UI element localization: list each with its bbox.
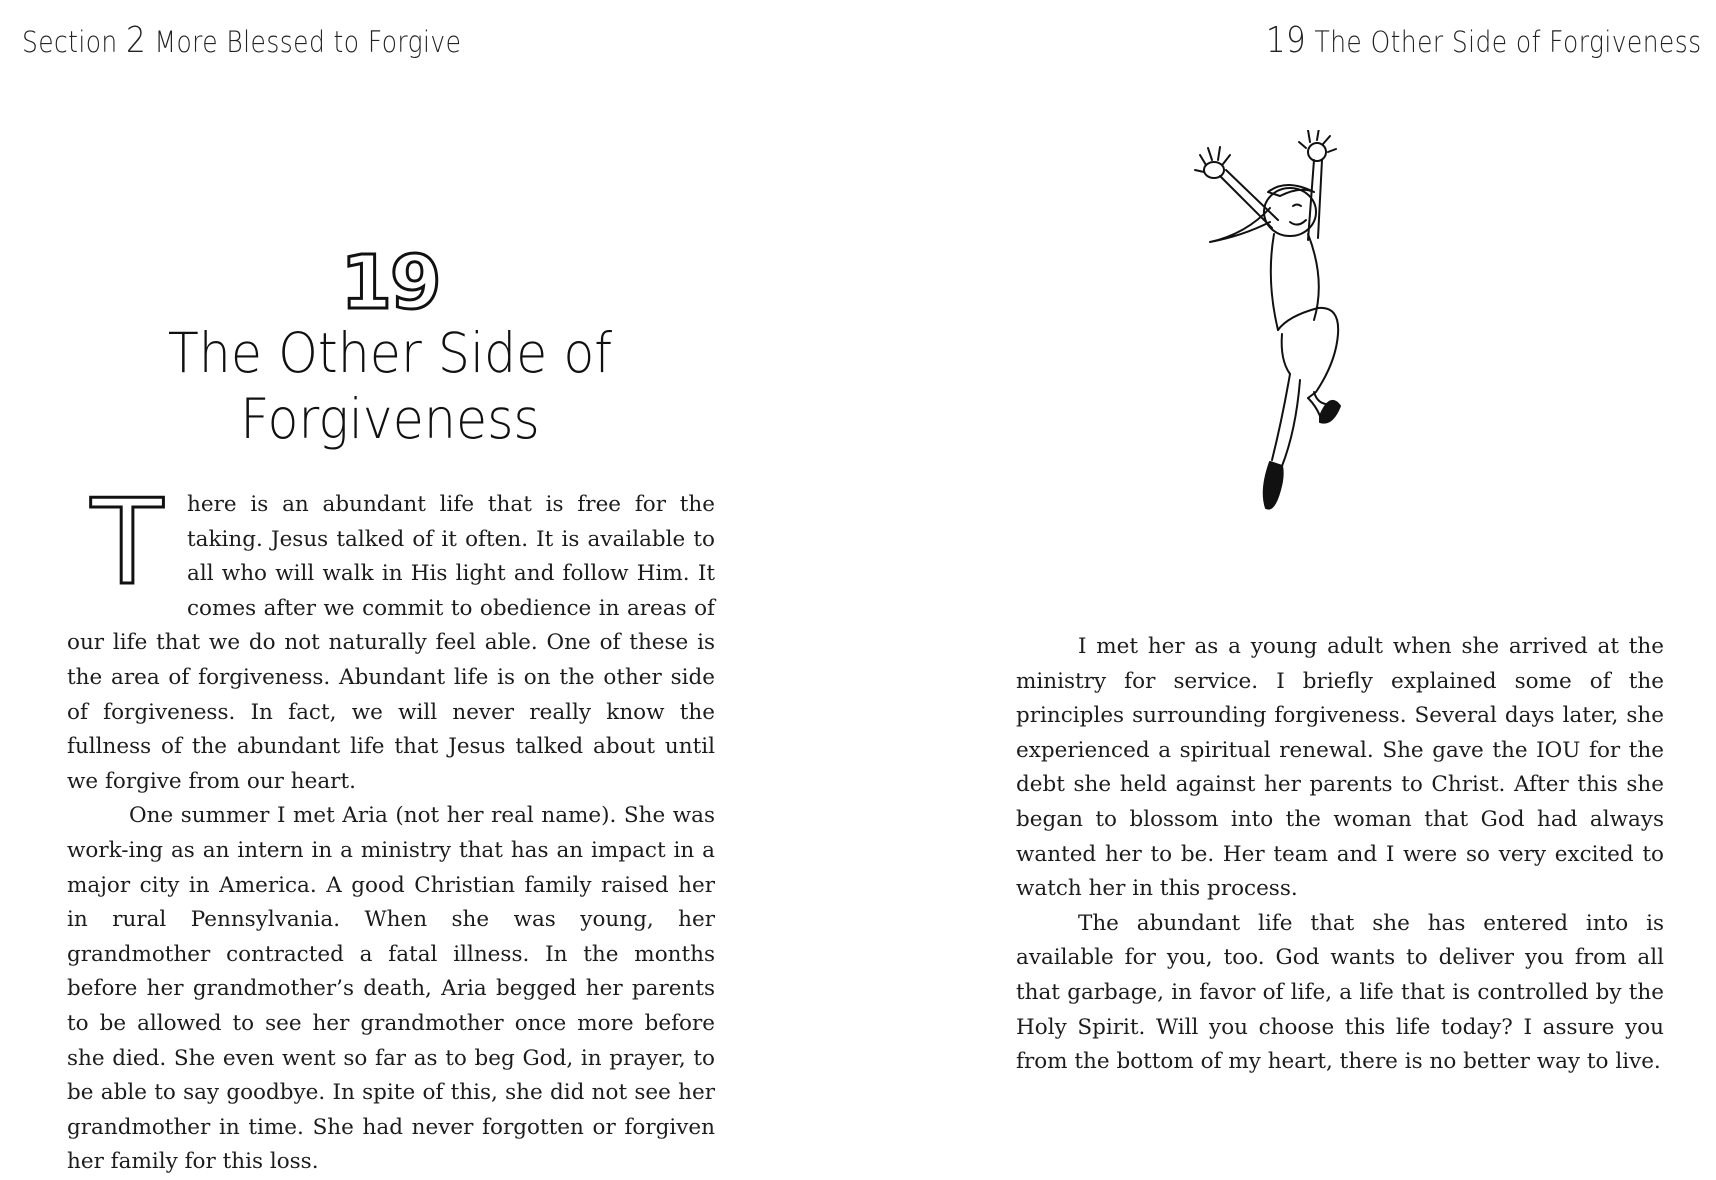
left-text-column	[67, 473, 715, 1180]
running-header-right	[1266, 20, 1702, 61]
section-number: 2	[126, 20, 147, 61]
right-text-column	[1016, 630, 1664, 1080]
left-paragraph-1-text: here is an abundant life that is free for the taking. Jesus talked of it often. It is available to all who will walk in His light and follow Him. It comes after we commit to obedience in areas of our life that we do not naturally feel able. One of these is the area of forgiveness. Abundant life is on the other side of forgiveness. In fact, we will never really know the fullness of the abundant life that Jesus talked about until we forgive from our heart.	[67, 492, 715, 794]
right-paragraph-2: The abundant life that she has entered into is available for you, too. God wants to deliver you from all that garbage, in favor of life, a life that is controlled by the Holy Spirit. Will you choose this life today? I assure you from the bottom of my heart, there is no better way to live.	[1016, 910, 1664, 1075]
left-paragraph-1	[67, 473, 715, 799]
chapter-title-line1: The Other Side of	[167, 321, 613, 385]
left-paragraph-2: One summer I met Aria (not her real name). She was work-ing as an intern in a ministry that has an impact in a major city in America. A good Christian family raised her in rural Pennsylvania. When she was young, her grandmother contracted a fatal illness. In the months before her grandmother’s death, Aria begged her parents to be allowed to see her grandmother once more before she died. She even went so far as to beg God, in prayer, to be able to say goodbye. In spite of this, she did not see her grandmother in time. She had never forgotten or forgiven her family for this loss.	[67, 803, 715, 1175]
chapter-title-line2: Forgiveness	[240, 387, 540, 451]
chapter-number: 19	[340, 240, 440, 326]
header-chapter-number: 19	[1266, 20, 1307, 61]
drop-cap: T	[90, 473, 164, 611]
jumping-girl-illustration-icon	[1190, 130, 1430, 580]
chapter-title	[86, 320, 693, 452]
section-title: More Blessed to Forgive	[154, 25, 462, 59]
running-header-left	[22, 20, 461, 61]
section-word: Section	[22, 25, 118, 59]
header-chapter-title: The Other Side of Forgiveness	[1314, 25, 1702, 59]
right-paragraph-1: I met her as a young adult when she arrived at the ministry for service. I briefly explained some of the principles surrounding forgiveness. Several days later, she experienced a spiritual renewal. She gave the IOU for the debt she held against her parents to Christ. After this she began to blossom into the woman that God had always wanted her to be. Her team and I were so very excited to watch her in this process.	[1016, 634, 1664, 902]
